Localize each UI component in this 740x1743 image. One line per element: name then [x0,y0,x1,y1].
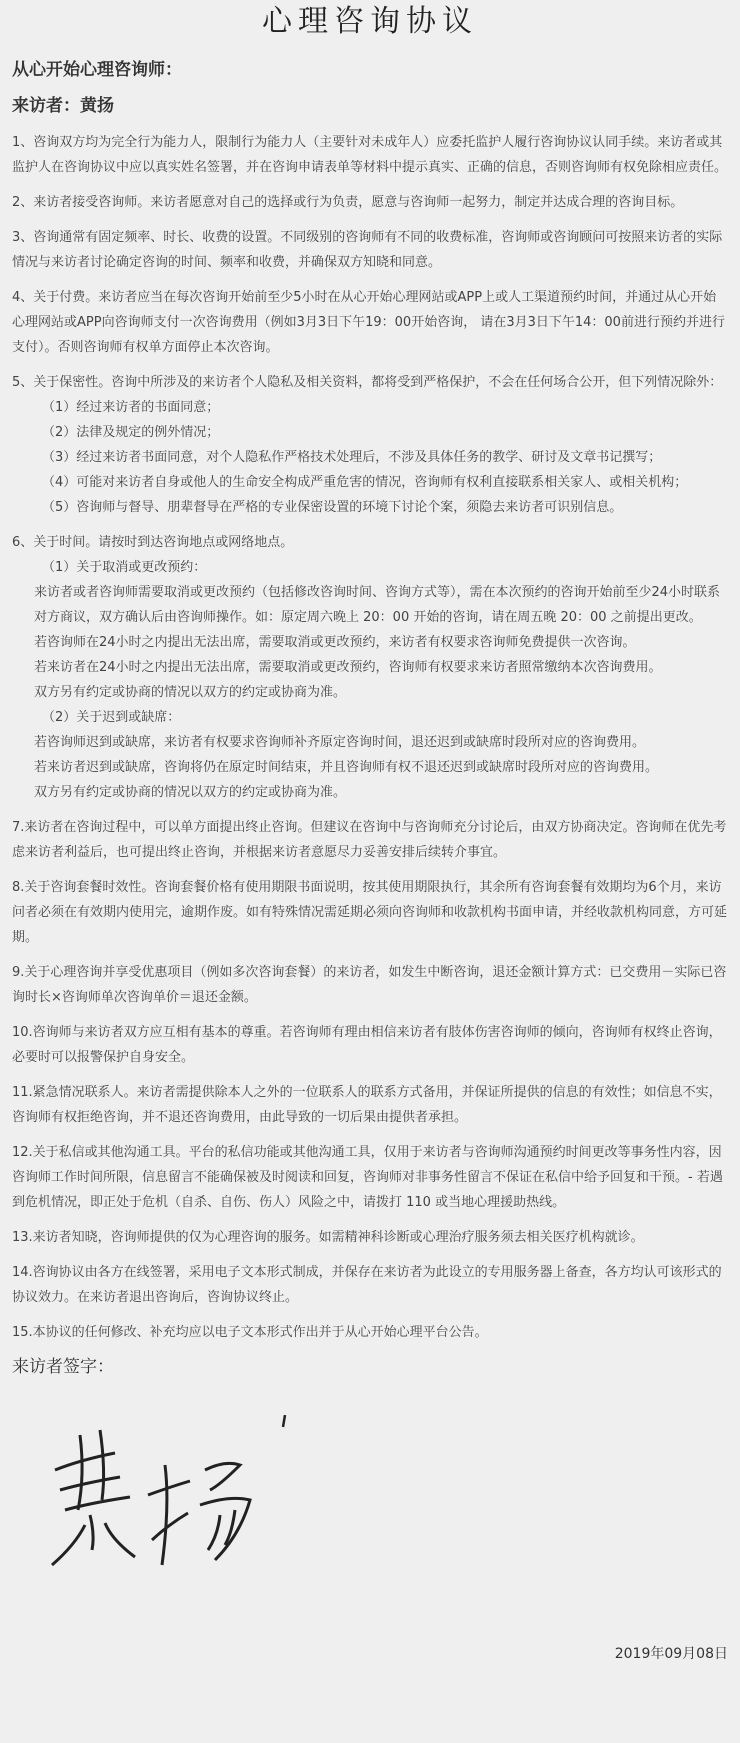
clause-text: 12.关于私信或其他沟通工具。平台的私信功能或其他沟通工具，仅用于来访者与咨询师沟通预约时间更改等事务性内容，因咨询师工作时间所限，信息留言不能确保被及时阅读和回复，咨询师对非事务性留言不保证在私信中给予回复和干预。- 若遇到危机情况，即正处于危机（自杀、自伤、伤人）风险之中，请拨打 110 或当地心理援助热线。 [12,1145,723,1210]
clause-subitem: （1）经过来访者的书面同意； [42,400,220,415]
clause-11 [12,1080,728,1130]
clause-text: 14.咨询协议由各方在线签署，采用电子文本形式制成，并保存在来访者为此设立的专用服务器上备查，各方均认可该形式的协议效力。在来访者退出咨询后，咨询协议终止。 [12,1265,722,1305]
clause-14 [12,1260,728,1310]
clause-subitem: （2）关于迟到或缺席： [42,710,181,725]
clause-text: 9.关于心理咨询并享受优惠项目（例如多次咨询套餐）的来访者，如发生中断咨询，退还金额计算方式：已交费用－实际已咨询时长×咨询师单次咨询单价＝退还金额。 [12,965,727,1005]
agreement-clauses [0,118,740,1345]
clause-detail: 若咨询师在24小时之内提出无法出席，需要取消或更改预约，来访者有权要求咨询师免费提供一次咨询。 [34,635,636,650]
clause-text: 6、关于时间。请按时到达咨询地点或网络地点。 [12,535,294,550]
clause-text: 11.紧急情况联系人。来访者需提供除本人之外的一位联系人的联系方式备用，并保证所提供的信息的有效性；如信息不实，咨询师有权拒绝咨询，并不退还咨询费用，由此导致的一切后果由提供者承担。 [12,1085,722,1125]
clause-subitem: （4）可能对来访者自身或他人的生命安全构成严重危害的情况，咨询师有权利直接联系相关家人、或相关机构； [42,475,688,490]
clause-1 [12,130,728,180]
clause-subitem: （3）经过来访者书面同意，对个人隐私作严格技术处理后，不涉及具体任务的教学、研讨及文章书记撰写； [42,450,662,465]
clause-9 [12,960,728,1010]
clause-text: 2、来访者接受咨询师。来访者愿意对自己的选择或行为负责，愿意与咨询师一起努力，制定并达成合理的咨询目标。 [12,195,684,210]
clause-text: 7.来访者在咨询过程中，可以单方面提出终止咨询。但建议在咨询中与咨询师充分讨论后，由双方协商决定。咨询师在优先考虑来访者利益后，也可提出终止咨询，并根据来访者意愿尽力妥善安排后续转介事宜。 [12,820,727,860]
client-line: 来访者：黄扬 [12,96,114,116]
clause-5 [12,370,728,520]
signing-date: 2019年09月08日 [614,1646,728,1662]
signature-label: 来访者签字： [12,1357,114,1377]
clause-text: 1、咨询双方均为完全行为能力人，限制行为能力人（主要针对未成年人）应委托监护人履行咨询协议认同手续。来访者或其监护人在咨询协议中应以真实姓名签署，并在咨询申请表单等材料中提示真实、正确的信息，否则咨询师有权免除相应责任。 [12,135,728,175]
clause-text: 5、关于保密性。咨询中所涉及的来访者个人隐私及相关资料，都将受到严格保护，不会在任何场合公开，但下列情况除外： [12,375,723,390]
clause-detail: 若咨询师迟到或缺席，来访者有权要求咨询师补齐原定咨询时间，退还迟到或缺席时段所对应的咨询费用。 [34,735,646,750]
clause-13 [12,1225,728,1250]
clause-6 [12,530,728,805]
clause-subitem: （1）关于取消或更改预约： [42,560,207,575]
clause-subitem: （2）法律及规定的例外情况； [42,425,220,440]
clause-text: 4、关于付费。来访者应当在每次咨询开始前至少5小时在从心开始心理网站或APP上或人工渠道预约时间，并通过从心开始心理网站或APP向咨询师支付一次咨询费用（例如3月3日下午19：00开始咨询， 请在3月3日下午14：00前进行预约并进行支付）。否则咨询师有权单方面停止本次咨询。 [12,290,725,355]
clause-8 [12,875,728,950]
clause-2 [12,190,728,215]
clause-4 [12,285,728,360]
clause-detail: 若来访者在24小时之内提出无法出席，需要取消或更改预约，咨询师有权要求来访者照常缴纳本次咨询费用。 [34,660,662,675]
clause-3 [12,225,728,275]
clause-text: 10.咨询师与来访者双方应互相有基本的尊重。若咨询师有理由相信来访者有肢体伤害咨询师的倾向，咨询师有权终止咨询， 必要时可以报警保护自身安全。 [12,1025,722,1065]
clause-text: 15.本协议的任何修改、补充均应以电子文本形式作出并于从心开始心理平台公告。 [12,1325,488,1340]
clause-7 [12,815,728,865]
clause-12 [12,1140,728,1215]
clause-detail: 双方另有约定或协商的情况以双方的约定或协商为准。 [34,685,347,700]
clause-text: 13.来访者知晓，咨询师提供的仅为心理咨询的服务。如需精神科诊断或心理治疗服务须去相关医疗机构就诊。 [12,1230,644,1245]
counselor-line: 从心开始心理咨询师： [12,60,182,80]
clause-detail: 双方另有约定或协商的情况以双方的约定或协商为准。 [34,785,347,800]
clause-15 [12,1320,728,1345]
party-info [0,58,740,118]
clause-10 [12,1020,728,1070]
clause-detail: 来访者或者咨询师需要取消或更改预约（包括修改咨询时间、咨询方式等），需在本次预约的咨询开始前至少24小时联系对方商议，双方确认后由咨询师操作。如：原定周六晚上 20：00 开始的咨询，请在周五晚 20：00 之前提出更改。 [34,585,721,625]
handwritten-signature [40,1415,300,1605]
clause-text: 3、咨询通常有固定频率、时长、收费的设置。不同级别的咨询师有不同的收费标准，咨询师或咨询顾问可按照来访者的实际情况与来访者讨论确定咨询的时间、频率和收费，并确保双方知晓和同意。 [12,230,723,270]
clause-detail: 若来访者迟到或缺席，咨询将仍在原定时间结束，并且咨询师有权不退还迟到或缺席时段所对应的咨询费用。 [34,760,659,775]
clause-subitem: （5）咨询师与督导、朋辈督导在严格的专业保密设置的环境下讨论个案，须隐去来访者可识别信息。 [42,500,623,515]
clause-text: 8.关于咨询套餐时效性。咨询套餐价格有使用期限书面说明，按其使用期限执行，其余所有咨询套餐有效期均为6个月，来访问者必须在有效期内使用完，逾期作废。如有特殊情况需延期必须向咨询师和收款机构书面申请，并经收款机构同意，方可延期。 [12,880,728,945]
page-title: 心理咨询协议 [262,4,478,39]
